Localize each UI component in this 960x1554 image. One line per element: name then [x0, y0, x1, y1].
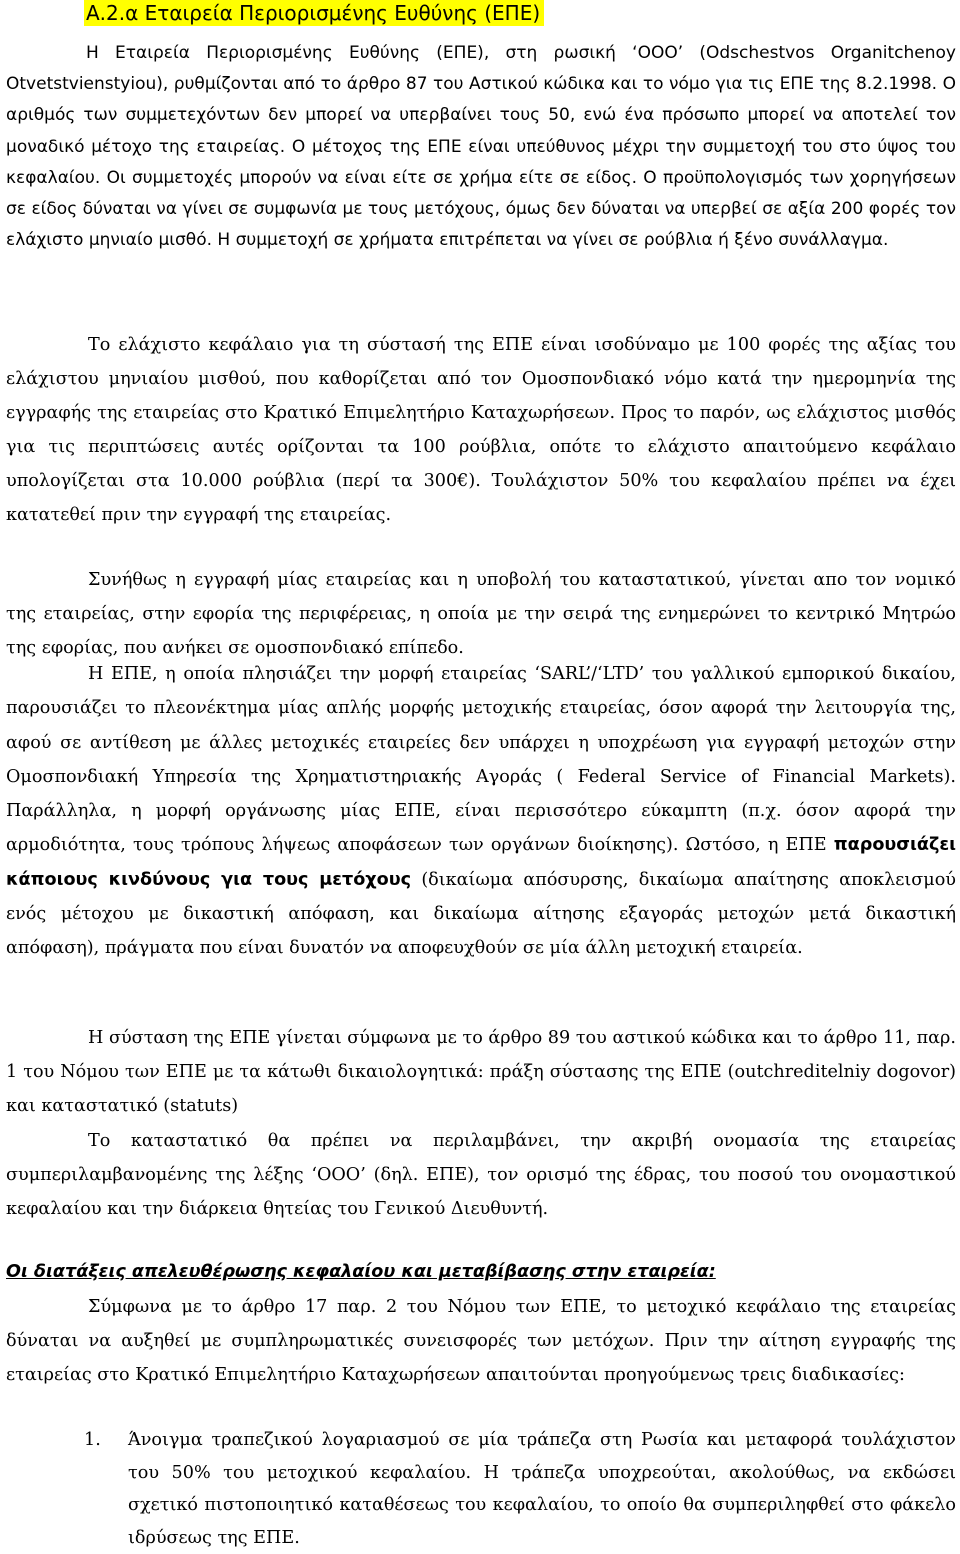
- list-item-number: 1.: [84, 1430, 101, 1450]
- paragraph-establishment: Η σύσταση της ΕΠΕ γίνεται σύμφωνα με το άρθρο 89 του αστικού κώδικα και το άρθρο 11, παρ. 1 του Νόμου των ΕΠΕ με τα κάτωθι δικαιολογητικά: πράξη σύστασης της ΕΠΕ (outchreditelniy dogovor) και καταστατικό (statuts): [6, 1028, 956, 1116]
- paragraph-capital-increase: Σύμφωνα με το άρθρο 17 παρ. 2 του Νόμου των ΕΠΕ, το μετοχικό κεφάλαιο της εταιρείας δύναται να αυξηθεί με συμπληρωματικές συνεισφορές των μετόχων. Πριν την αίτηση εγγραφής της εταιρείας στο Κρατικό Επιμελητήριο Καταχωρήσεων απαιτούνται προηγούμενως τρεις διαδικασίες:: [6, 1297, 956, 1385]
- paragraph-minimum-capital: Το ελάχιστο κεφάλαιο για τη σύστασή της ΕΠΕ είναι ισοδύναμο με 100 φορές της αξίας του ελάχιστου μηνιαίου μισθού, που καθορίζεται από τον Ομοσπονδιακό νόμο κατά την ημερομηνία της εγγραφής της εταιρείας στο Κρατικό Επιμελητήριο Καταχωρήσεων. Προς το παρόν, ως ελάχιστος μισθός για τις περιπτώσεις αυτές ορίζονται τα 100 ρούβλια, οπότε το ελάχιστο απαιτούμενο κεφάλαιο υπολογίζεται στα 10.000 ρούβλια (περί τα 300€). Τουλάχιστον 50% του κεφαλαίου πρέπει να έχει κατατεθεί πριν την εγγραφή της εταιρείας.: [6, 335, 956, 525]
- paragraph-epe-advantages: [6, 657, 956, 966]
- paragraph-registration: Συνήθως η εγγραφή μίας εταιρείας και η υποβολή του καταστατικού, γίνεται απο τον νομικό της εταιρείας, στην εφορία της περιφέρειας, η οποία με την σειρά της ενημερώνει το κεντρικό Μητρώο της εφορίας, που ανήκει σε ομοσπονδιακό επίπεδο.: [6, 570, 956, 658]
- paragraph-epe-intro: Η Εταιρεία Περιορισμένης Ευθύνης (ΕΠΕ), στη ρωσική ‘ΟΟΟ’ (Odschestvos Organitchenoy Otvetstvienstyiou), ρυθμίζονται από το άρθρο 87 του Αστικού κώδικα και το νόμο για τις ΕΠΕ της 8.2.1998. Ο αριθμός των συμμετεχόντων δεν μπορεί να υπερβαίνει τους 50, ενώ ένα πρόσωπο μπορεί να αποτελεί τον μοναδικό μέτοχο της εταιρείας. Ο μέτοχος της ΕΠΕ είναι υπεύθυνος μέχρι την συμμετοχή του στο ύψος του κεφαλαίου. Οι συμμετοχές μπορούν να είναι είτε σε χρήμα είτε σε είδος. Ο προϋπολογισμός των χορηγήσεων σε είδος δύναται να γίνει σε συμφωνία με τους μετόχους, όμως δεν δύναται να υπερβεί σε αξία 200 φορές τον ελάχιστο μηνιαίο μισθό. Η συμμετοχή σε χρήματα επιτρέπεται να γίνει σε ρούβλια ή ξένο συνάλλαγμα.: [6, 43, 956, 251]
- section-heading: Α.2.α Εταιρεία Περιορισμένης Ευθύνης (ΕΠΕ): [84, 0, 544, 26]
- risk-highlight: παρουσιάζει κάποιους κινδύνους για τους μετόχους: [6, 835, 956, 890]
- paragraph-text: (δικαίωμα απόσυρσης, δικαίωμα απαίτησης αποκλεισμού ενός μέτοχου με δικαστική απόφαση, και δικαίωμα αίτησης εξαγοράς μετοχών μετά δικαστική απόφαση), πράγματα που είναι δυνατόν να αποφευχθούν σε μία άλλη μετοχική εταιρεία.: [6, 869, 956, 959]
- paragraph-text: Η ΕΠΕ, η οποία πλησιάζει την μορφή εταιρείας ‘SARL’/‘LTD’ του γαλλικού εμπορικού δικαίου, παρουσιάζει το πλεονέκτημα μίας απλής μορφής μετοχικής εταιρείας, όσον αφορά την λειτουργία της, αφού σε αντίθεση με άλλες μετοχικές εταιρείες δεν υπάρχει η υποχρέωση για εγγραφή μετοχών στην Ομοσπονδιακή Υπηρεσία της Χρηματιστηριακής Αγοράς ( Federal Service of Financial Markets). Παράλληλα, η μορφή οργάνωσης μίας ΕΠΕ, είναι περισσότερο εύκαμπτη (π.χ. όσον αφορά την αρμοδιότητα, τους τρόπους λήψεως αποφάσεων των οργάνων διοίκησης). Ωστόσο, η ΕΠΕ: [6, 664, 956, 856]
- list-item-text: Άνοιγμα τραπεζικού λογαριασμού σε μία τράπεζα στη Ρωσία και μεταφορά τουλάχιστον του 50% του μετοχικού κεφαλαίου. Η τράπεζα υποχρεούται, ακολούθως, να εκδώσει σχετικό πιστοποιητικό καταθέσεως του κεφαλαίου, το οποίο θα συμπεριληφθεί στο φάκελο ιδρύσεως της ΕΠΕ.: [128, 1430, 956, 1548]
- subsection-heading: Οι διατάξεις απελευθέρωσης κεφαλαίου και μεταβίβασης στην εταιρεία:: [6, 1262, 716, 1282]
- paragraph-statute: Το καταστατικό θα πρέπει να περιλαμβάνει, την ακριβή ονομασία της εταιρείας συμπεριλαμβανομένης της λέξης ‘ΟΟΟ’ (δηλ. ΕΠΕ), τον ορισμό της έδρας, του ποσού του ονομαστικού κεφαλαίου και την διάρκεια θητείας του Γενικού Διευθυντή.: [6, 1131, 956, 1219]
